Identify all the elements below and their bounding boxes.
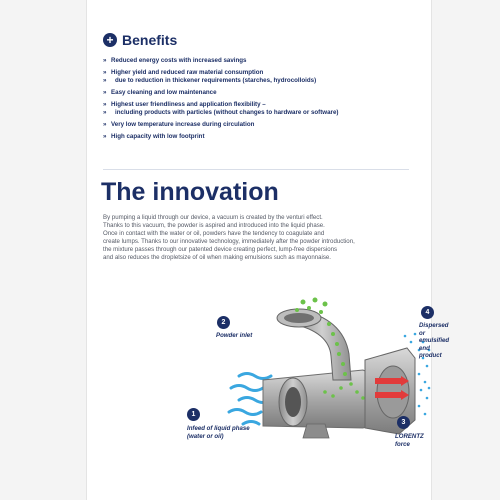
benefit-item: » High capacity with low footprint: [103, 133, 423, 141]
body-line: By pumping a liquid through our device, a vacuum is created by the venturi effect.: [103, 214, 323, 221]
benefit-item: » Higher yield and reduced raw material consumption: [103, 69, 423, 77]
callout-powder-inlet: Powder inlet: [216, 332, 253, 339]
document-page: [86, 0, 450, 500]
callout-dispersed-product: Dispersed or emulsified end product: [419, 322, 450, 359]
innovation-body: [103, 214, 415, 263]
callout-number-1: 1: [187, 408, 200, 421]
benefit-item: » Very low temperature increase during circulation: [103, 121, 423, 129]
benefit-item-continuation: » including products with particles (without changes to hardware or software): [103, 109, 423, 117]
callout-number-4: 4: [421, 306, 434, 319]
callout-lorentz-force: LORENTZ force: [395, 433, 424, 448]
body-line: Once in contact with the water or oil, powders have the tendency to coagulate and: [103, 230, 325, 238]
callout-number-3: 3: [397, 416, 410, 429]
benefit-item-continuation: » due to reduction in thickener requirements (starches, hydrocolloids): [103, 77, 423, 85]
benefit-item: » Reduced energy costs with increased savings: [103, 57, 423, 65]
body-line: and also reduces the dropletsize of oil when making emulsions such as mayonnaise.: [103, 254, 331, 262]
benefits-title: Benefits: [122, 32, 178, 48]
body-line: the mixture passes through our patented device creating perfect, lump-free dispersions: [103, 246, 338, 254]
body-line: create lumps. Thanks to our innovative technology, immediately after the powder introduction,: [103, 238, 355, 246]
benefit-item: » Highest user friendliness and application flexibility –: [103, 101, 423, 109]
section-divider: [103, 169, 409, 170]
callout-number-2: 2: [217, 316, 230, 329]
body-line: Thanks to this vacuum, the powder is aspired and introduced into the liquid phase.: [103, 222, 325, 230]
innovation-title: The innovation: [101, 178, 279, 206]
mixer-illustration: [93, 288, 431, 448]
benefit-item: » Easy cleaning and low maintenance: [103, 89, 423, 97]
mixer-diagram: [93, 288, 450, 448]
callout-liquid-infeed: Infeed of liquid phase (water or oil): [187, 425, 250, 440]
benefits-heading: [103, 32, 177, 48]
plus-circle-icon: +: [103, 33, 117, 47]
benefit-list: [103, 57, 423, 145]
